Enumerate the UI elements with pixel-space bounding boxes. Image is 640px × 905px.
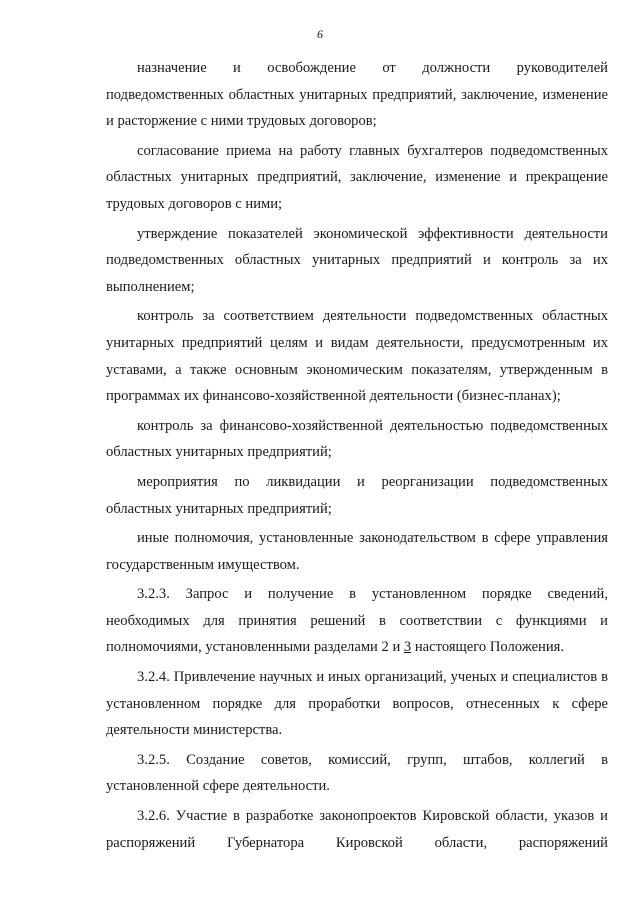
paragraph-financial-control: контроль за финансово-хозяйственной деятельностью подведомственных областных унитарных предприятий; (106, 417, 608, 461)
paragraph-appointment-dismissal: назначение и освобождение от должности руководителей подведомственных областных унитарных предприятий, заключение, изменение и расторжение с ними трудовых договоров; (106, 60, 608, 130)
section-reference: 3 (403, 639, 412, 656)
paragraph-chief-accountants: согласование приема на работу главных бухгалтеров подведомственных областных унитарных предприятий, заключение, изменение и прекращение трудовых договоров с ними; (106, 142, 608, 212)
document-body (106, 55, 608, 856)
paragraph-3-2-4: 3.2.4. Привлечение научных и иных организаций, ученых и специалистов в установленном порядке для проработки вопросов, отнесенных к сфере деятельности министерства. (106, 669, 608, 739)
paragraph-3-2-3-ending: настоящего Положения. (411, 639, 565, 656)
page-number: 6 (317, 27, 323, 41)
paragraph-3-2-3 (106, 581, 608, 661)
paragraph-activity-control: контроль за соответствием деятельности подведомственных областных унитарных предприятий целям и видам деятельности, предусмотренным их уставами, а также основным экономическим показателям, утвержденным в программах их финансово-хозяйственной деятельности (бизнес-планах); (106, 308, 608, 405)
paragraph-efficiency-indicators: утверждение показателей экономической эффективности деятельности подведомственных областных унитарных предприятий и контроль за их выполнением; (106, 225, 608, 295)
paragraph-3-2-5: 3.2.5. Создание советов, комиссий, групп, штабов, коллегий в установленной сфере деятельности. (106, 751, 608, 795)
paragraph-liquidation: мероприятия по ликвидации и реорганизации подведомственных областных унитарных предприятий; (106, 473, 608, 517)
paragraph-3-2-6: 3.2.6. Участие в разработке законопроектов Кировской области, указов и распоряжений Губернатора Кировской области, распоряжений (106, 808, 608, 851)
paragraph-other-powers: иные полномочия, установленные законодательством в сфере управления государственным имуществом. (106, 530, 608, 573)
paragraph-3-2-3-text: 3.2.3. Запрос и получение в установленном порядке сведений, необходимых для принятия решений в соответствии с функциями и полномочиями, установленными разделами 2 и (106, 586, 608, 656)
